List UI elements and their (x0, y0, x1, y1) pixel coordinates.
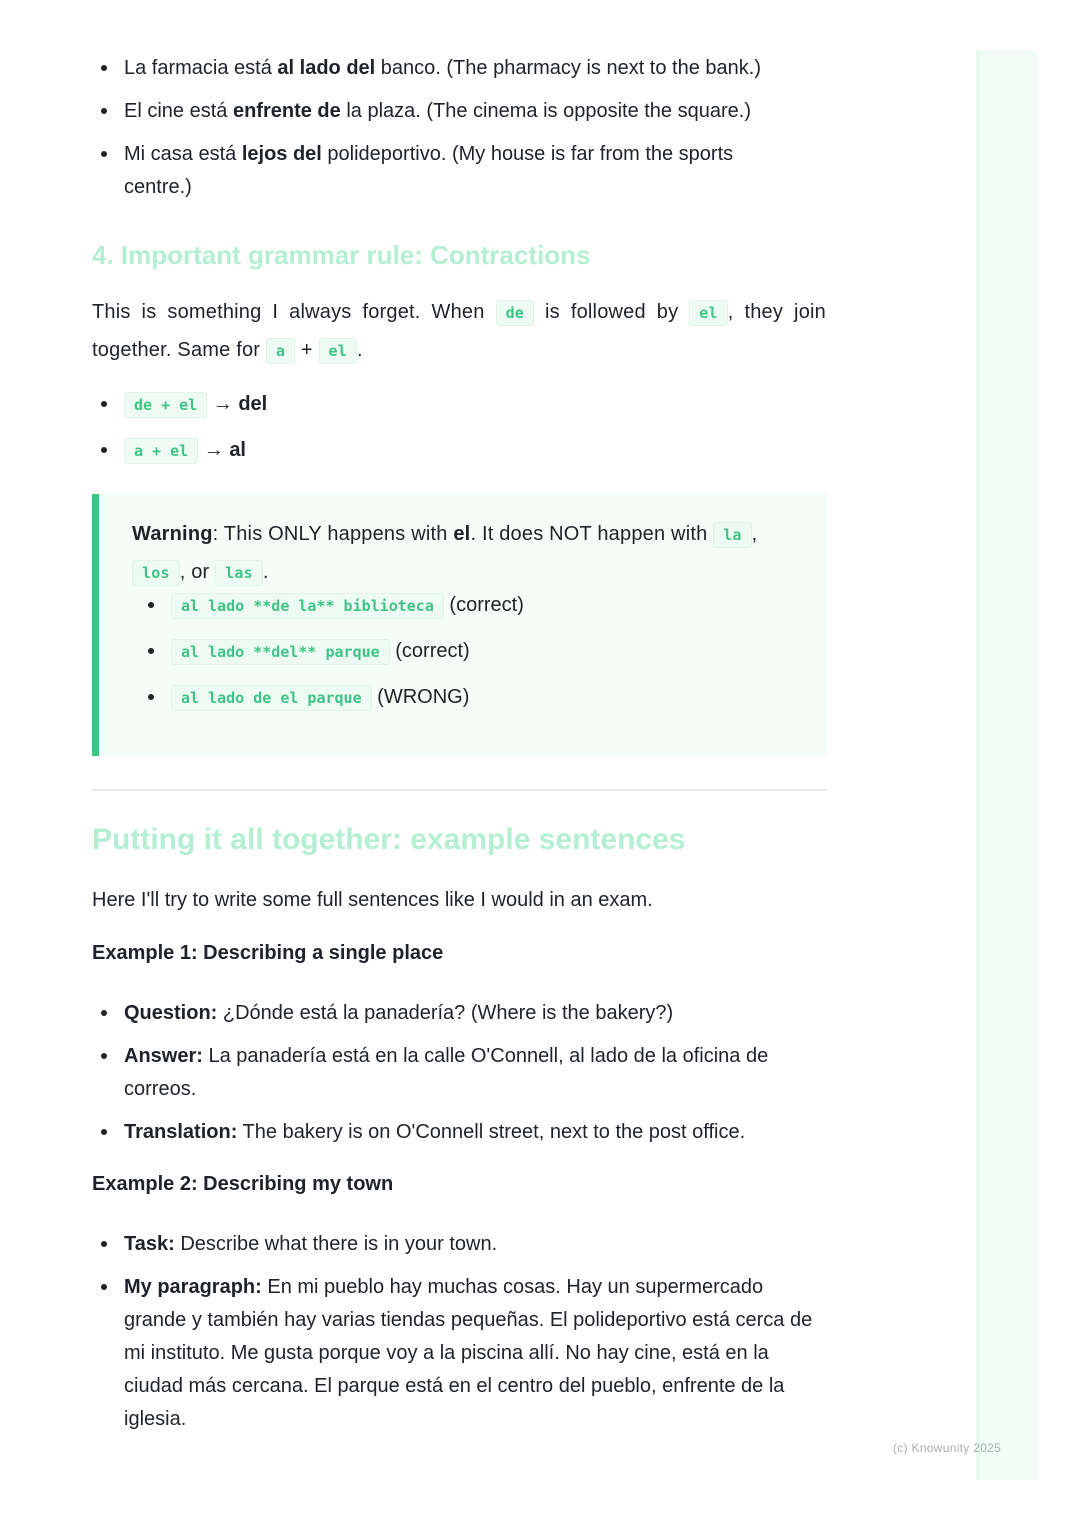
contraction-list (92, 388, 267, 480)
list-item: Question: ¿Dónde está la panadería? (Where is the bakery?) (92, 997, 827, 1030)
inline-code: al lado de el parque (171, 685, 372, 711)
side-panel (976, 50, 1038, 1480)
list-item: al lado **de la** biblioteca (correct) (139, 589, 524, 623)
list-item: al lado **del** parque (correct) (139, 635, 524, 669)
list-item: My paragraph: En mi pueblo hay muchas cosas. Hay un supermercado grande y también hay varias tiendas pequeñas. El polideportivo está cerca de mi instituto. Me gusta porque voy a la piscina allí. No hay cine, está en la ciudad más cercana. El parque está en el centro del pueblo, enfrente de la iglesia. (92, 1271, 827, 1436)
list-item: La farmacia está al lado del banco. (The pharmacy is next to the bank.) (92, 52, 792, 85)
inline-code: de + el (124, 392, 207, 418)
example-1-list (92, 997, 827, 1159)
contractions-paragraph: This is something I always forget. When de is followed by el , they join together. Same for a + el . (92, 294, 826, 370)
list-item: a + el → al (92, 434, 267, 468)
inline-code: el (689, 300, 727, 326)
list-item: Answer: La panadería está en la calle O'Connell, al lado de la oficina de correos. (92, 1040, 827, 1106)
inline-code: las (215, 560, 263, 586)
copyright-footer: (c) Knowunity 2025 (893, 1441, 1002, 1455)
list-item: El cine está enfrente de la plaza. (The cinema is opposite the square.) (92, 95, 792, 128)
example-2-list (92, 1228, 827, 1446)
list-item: Task: Describe what there is in your town. (92, 1228, 827, 1261)
section-heading-contractions: 4. Important grammar rule: Contractions (92, 240, 591, 270)
list-item: Translation: The bakery is on O'Connell street, next to the post office. (92, 1116, 827, 1149)
example-2-title: Example 2: Describing my town (92, 1173, 394, 1195)
warning-text: Warning: This ONLY happens with el. It does NOT happen with la , los , or las . (132, 516, 802, 592)
example-1-title: Example 1: Describing a single place (92, 942, 444, 964)
inline-code: la (713, 522, 751, 548)
section-divider (92, 789, 827, 791)
location-examples-list (92, 52, 792, 204)
inline-code: al lado **de la** biblioteca (171, 593, 444, 619)
inline-code: el (319, 338, 357, 364)
list-item: de + el → del (92, 388, 267, 422)
inline-code: al lado **del** parque (171, 639, 390, 665)
warning-examples-list (139, 589, 524, 727)
list-item: Mi casa está lejos del polideportivo. (My house is far from the sports centre.) (92, 138, 792, 204)
inline-code: los (132, 560, 180, 586)
inline-code: a (266, 338, 295, 364)
inline-code: a + el (124, 438, 198, 464)
warning-callout (92, 494, 827, 756)
examples-intro: Here I'll try to write some full sentences like I would in an exam. (92, 889, 653, 911)
inline-code: de (496, 300, 534, 326)
section-heading-examples: Putting it all together: example sentences (92, 823, 686, 856)
list-item: al lado de el parque (WRONG) (139, 681, 524, 715)
